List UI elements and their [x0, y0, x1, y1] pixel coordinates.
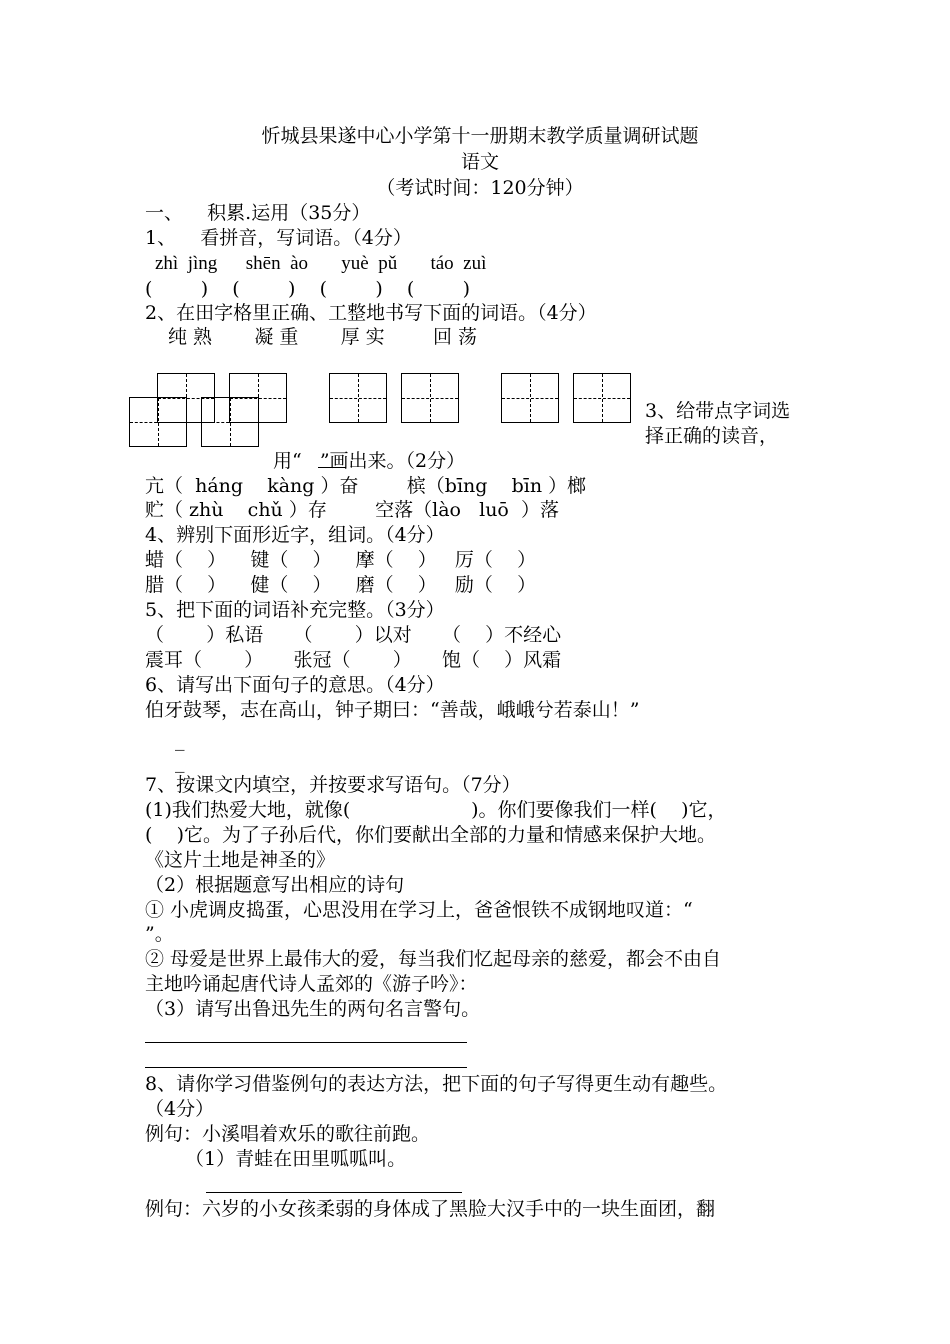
tianzige-box — [573, 373, 631, 423]
exam-subject: 语文 — [460, 151, 499, 173]
q1-title: 1、 看拼音，写词语。（4分） — [145, 227, 412, 249]
q6-answer-dash: _ — [175, 729, 185, 751]
q5-title: 5、把下面的词语补充完整。（3分） — [145, 599, 445, 621]
q3-line1: 亢（ háng kàng ）奋 槟（bīng bīn ）榔 — [145, 475, 587, 497]
q8-example-2: 例句：六岁的小女孩柔弱的身体成了黑脸大汉手中的一块生面团，翻 — [145, 1198, 716, 1220]
q8-item-1: （1）青蛙在田里呱呱叫。 — [185, 1148, 407, 1170]
q7-p2: （2）根据题意写出相应的诗句 — [145, 874, 405, 896]
q6-title: 6、请写出下面句子的意思。（4分） — [145, 674, 445, 696]
q7-p2-a2: ”。 — [145, 923, 174, 945]
answer-line — [206, 1192, 462, 1193]
q7-p3: （3）请写出鲁迅先生的两句名言警句。 — [145, 998, 481, 1020]
tianzige-box — [329, 373, 387, 423]
tianzige-box — [501, 373, 559, 423]
q4-line1: 蜡（ ） 键（ ） 摩（ ） 厉（ ） — [145, 549, 537, 571]
section-heading: 一、 积累.运用（35分） — [145, 202, 371, 224]
q7-p2-b2: 主地吟诵起唐代诗人孟郊的《游子吟》： — [145, 973, 478, 995]
q7-p1-c: 《这片土地是神圣的》 — [145, 849, 336, 871]
tianzige-box — [129, 397, 187, 447]
q8-title: 8、请你学习借鉴例句的表达方法，把下面的句子写得更生动有趣些。 — [145, 1073, 728, 1095]
q7-title: 7、按课文内填空，并按要求写语句。（7分） — [145, 774, 521, 796]
q3-title-b: 择正确的读音， — [645, 425, 779, 447]
q8-example-1: 例句：小溪唱着欢乐的歌往前跑。 — [145, 1123, 431, 1145]
answer-line — [145, 1067, 467, 1068]
q2-title: 2、在田字格里正确、工整地书写下面的词语。（4分） — [145, 302, 597, 324]
exam-title: 忻城县果遂中心小学第十一册期末教学质量调研试题 — [261, 125, 699, 147]
tianzige-box — [401, 373, 459, 423]
q7-p1-b: ( )它。为了子孙后代，你们要献出全部的力量和情感来保护大地。 — [145, 824, 716, 846]
q5-line2: 震耳（ ） 张冠（ ） 饱（ ）风霜 — [145, 649, 562, 671]
exam-time: （考试时间：120分钟） — [376, 177, 584, 199]
q7-p2-a: ① 小虎调皮捣蛋，心思没用在学习上，爸爸恨铁不成钢地叹道：“ — [145, 899, 693, 921]
answer-line — [145, 1042, 467, 1043]
tianzige-box — [201, 397, 259, 447]
q1-pinyin: zhì jìng shēn ào yuè pǔ táo zuì — [155, 253, 487, 274]
q8-score: （4分） — [145, 1098, 215, 1120]
q4-title: 4、辨别下面形近字，组词。（4分） — [145, 524, 445, 546]
q3-title-c: 用“ ”画出来。（2分） — [273, 450, 466, 472]
q3-underline-sample — [318, 467, 346, 468]
q2-words: 纯 熟 凝 重 厚 实 回 荡 — [168, 326, 478, 348]
q1-blanks: ( ) ( ) ( ) ( ) — [145, 278, 471, 300]
q7-p1-a: (1)我们热爱大地，就像( )。你们要像我们一样( )它， — [145, 799, 727, 821]
q7-p2-b: ② 母爱是世界上最伟大的爱，每当我们忆起母亲的慈爱，都会不由自 — [145, 948, 722, 970]
q3-line2: 贮（ zhù chǔ ）存 空落（lào luō ）落 — [145, 499, 559, 521]
q4-line2: 腊（ ） 健（ ） 磨（ ） 励（ ） — [145, 574, 537, 596]
q6-answer-dash: _ — [175, 751, 185, 773]
q6-text: 伯牙鼓琴，志在高山，钟子期曰：“善哉，峨峨兮若泰山！” — [145, 699, 640, 721]
q3-title-a: 3、给带点字词选 — [645, 400, 791, 422]
q5-line1: （ ）私语 （ ）以对 （ ）不经心 — [145, 624, 562, 646]
